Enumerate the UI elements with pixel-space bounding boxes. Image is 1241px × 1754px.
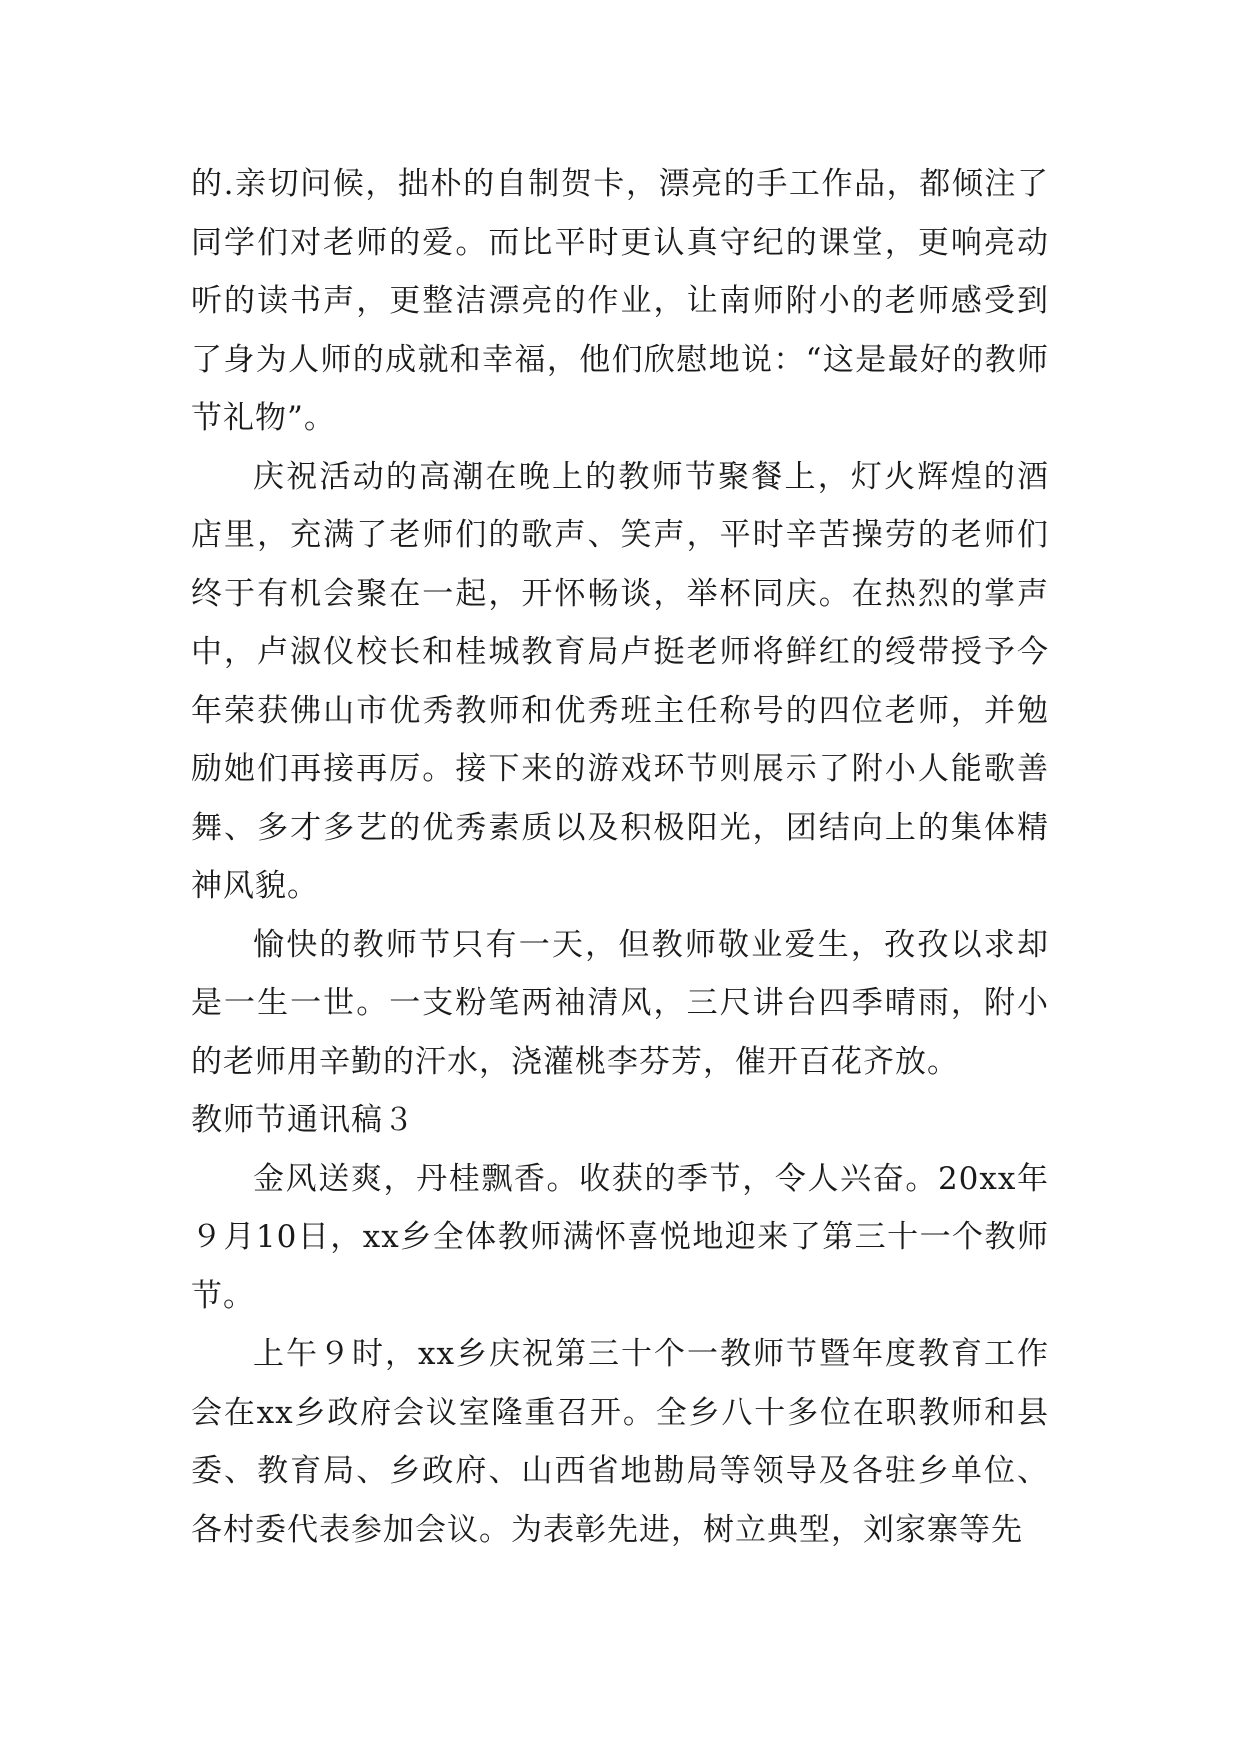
paragraph-autumn-intro: 金风送爽，丹桂飘香。收获的季节，令人兴奋。20xx年９月10日，xx乡全体教师满怀喜悦地迎来了第三十一个教师节。	[191, 1160, 1049, 1314]
section-heading: 教师节通讯稿３	[191, 1102, 415, 1138]
paragraph-meeting: 上午９时，xx乡庆祝第三十个一教师节暨年度教育工作会在xx乡政府会议室隆重召开。全乡八十多位在职教师和县委、教育局、乡政府、山西省地勘局等领导及各驻乡单位、各村委代表参加会议。为表彰先进，树立典型，刘家寨等先	[191, 1336, 1049, 1548]
paragraph-dinner-celebration: 庆祝活动的高潮在晚上的教师节聚餐上，灯火辉煌的酒店里，充满了老师们的歌声、笑声，平时辛苦操劳的老师们终于有机会聚在一起，开怀畅谈，举杯同庆。在热烈的掌声中，卢淑仪校长和桂城教育局卢挺老师将鲜红的绶带授予今年荣获佛山市优秀教师和优秀班主任称号的四位老师，并勉励她们再接再厉。接下来的游戏环节则展示了附小人能歌善舞、多才多艺的优秀素质以及积极阳光，团结向上的集体精神风貌。	[191, 458, 1049, 904]
paragraph-teacher-dedication: 愉快的教师节只有一天，但教师敬业爱生，孜孜以求却是一生一世。一支粉笔两袖清风，三尺讲台四季晴雨，附小的老师用辛勤的汗水，浇灌桃李芬芳，催开百花齐放。	[191, 926, 1049, 1080]
document-body	[191, 155, 1049, 1559]
paragraph-greetings: 的.亲切问候，拙朴的自制贺卡，漂亮的手工作品，都倾注了同学们对老师的爱。而比平时更认真守纪的课堂，更响亮动听的读书声，更整洁漂亮的作业，让南师附小的老师感受到了身为人师的成就和幸福，他们欣慰地说：“这是最好的教师节礼物”。	[191, 166, 1049, 436]
